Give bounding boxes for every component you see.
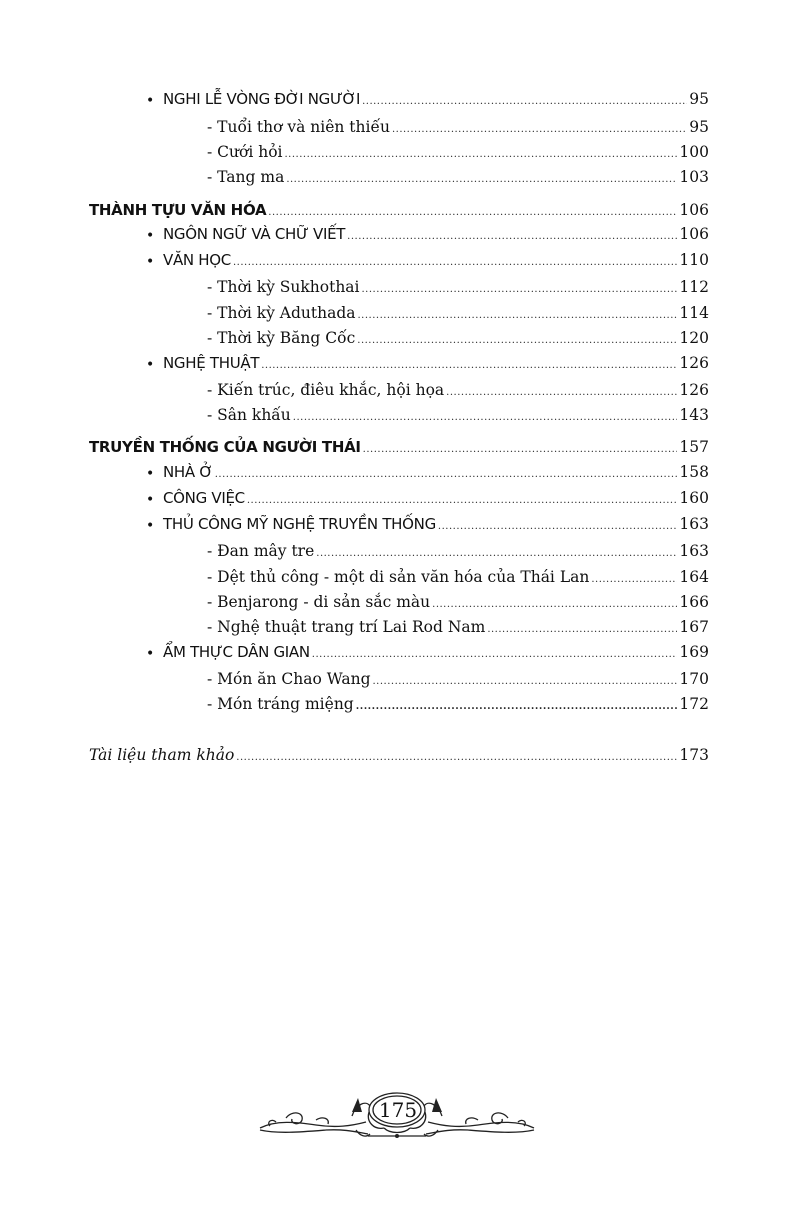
toc-entry[interactable] <box>163 488 709 510</box>
toc-entry-page: 95 <box>689 90 709 108</box>
bullet: • <box>146 357 155 373</box>
bullet: • <box>146 254 155 270</box>
bullet: • <box>146 492 155 508</box>
toc-entry-label: - Món ăn Chao Wang <box>207 670 371 688</box>
dot-leader <box>233 253 677 273</box>
toc-entry-label: NHÀ Ở <box>163 463 213 481</box>
toc-entry-label: - Sân khấu <box>207 406 291 424</box>
toc-entry-label: - Tang ma <box>207 168 285 186</box>
toc-entry-page: 114 <box>679 304 709 322</box>
toc-entry[interactable] <box>207 328 709 350</box>
bullet: • <box>146 518 155 534</box>
dot-leader <box>357 331 677 351</box>
toc-section[interactable] <box>89 200 709 222</box>
toc-entry-label: - Đan mây tre <box>207 542 315 560</box>
toc-entry-page: 158 <box>679 463 709 481</box>
toc-entry-label: - Thời kỳ Aduthada <box>207 304 356 322</box>
dot-leader <box>432 595 677 615</box>
toc-entry[interactable] <box>163 642 709 664</box>
dot-leader <box>392 120 687 140</box>
toc-entry-page: 163 <box>679 542 709 560</box>
toc-entry[interactable] <box>207 567 709 589</box>
dot-leader <box>362 280 678 300</box>
dot-leader <box>268 203 677 223</box>
toc-entry-label: - Kiến trúc, điêu khắc, hội họa <box>207 381 445 399</box>
toc-entry-page: 126 <box>679 354 709 372</box>
dot-leader <box>347 227 677 247</box>
dot-leader <box>293 408 678 428</box>
toc-references[interactable] <box>89 745 709 767</box>
dot-leader <box>286 170 677 190</box>
toc-entry-page: 167 <box>679 618 709 636</box>
dot-leader <box>446 383 677 403</box>
toc-entry-page: 100 <box>679 143 709 161</box>
dot-leader <box>247 491 678 511</box>
toc-entry[interactable] <box>207 117 709 139</box>
toc-entry-label: - Thời kỳ Băng Cốc <box>207 329 356 347</box>
toc-entry[interactable] <box>163 89 709 111</box>
toc-entry[interactable] <box>207 592 709 614</box>
toc-entry-page: 95 <box>689 118 709 136</box>
toc-entry[interactable] <box>207 142 709 164</box>
toc-entry-page: 169 <box>679 643 709 661</box>
toc-entry-label: - Thời kỳ Sukhothai <box>207 278 360 296</box>
toc-entry[interactable] <box>207 380 709 402</box>
toc-references-label: Tài liệu tham khảo <box>89 746 235 764</box>
dot-leader <box>363 440 678 460</box>
toc-entry-label: NGHỆ THUẬT <box>163 354 260 372</box>
toc-entry-label: VĂN HỌC <box>163 251 231 269</box>
dot-leader <box>285 145 678 165</box>
dot-leader <box>316 544 677 564</box>
toc-entry[interactable] <box>163 514 709 536</box>
toc-entry-page: 173 <box>679 746 709 764</box>
toc-entry-label: - Nghệ thuật trang trí Lai Rod Nam <box>207 618 486 636</box>
toc-section[interactable] <box>89 437 709 459</box>
toc-entry-page: 106 <box>679 201 709 219</box>
toc-entry[interactable] <box>163 462 709 484</box>
dot-leader <box>356 697 678 717</box>
dot-leader <box>215 465 678 485</box>
toc-entry-page: 166 <box>679 593 709 611</box>
dot-leader <box>487 620 677 640</box>
toc-entry-page: 110 <box>679 251 709 269</box>
toc-entry-page: 106 <box>679 225 709 243</box>
bullet: • <box>146 466 155 482</box>
bullet: • <box>146 93 155 109</box>
toc-entry-label: THỦ CÔNG MỸ NGHỆ TRUYỀN THỐNG <box>163 515 436 533</box>
toc-entry[interactable] <box>207 405 709 427</box>
toc-entry-page: 170 <box>679 670 709 688</box>
toc-entry[interactable] <box>207 541 709 563</box>
toc-section-label: TRUYỀN THỐNG CỦA NGƯỜI THÁI <box>89 438 361 456</box>
toc-entry-label: CÔNG VIỆC <box>163 489 245 507</box>
bullet: • <box>146 228 155 244</box>
toc-entry[interactable] <box>207 303 709 325</box>
dot-leader <box>373 672 678 692</box>
dot-leader <box>362 92 687 112</box>
toc-entry-label: - Benjarong - di sản sắc màu <box>207 593 431 611</box>
toc-entry-page: 120 <box>679 329 709 347</box>
toc-entry[interactable] <box>163 224 709 246</box>
bullet: • <box>146 646 155 662</box>
toc-entry-page: 112 <box>679 278 709 296</box>
toc-entry-page: 160 <box>679 489 709 507</box>
toc-section-label: THÀNH TỰU VĂN HÓA <box>89 201 267 219</box>
toc-entry[interactable] <box>207 167 709 189</box>
toc-entry-page: 103 <box>679 168 709 186</box>
toc-entry-label: ẨM THỰC DÂN GIAN <box>163 643 310 661</box>
dot-leader <box>438 517 677 537</box>
toc-entry-label: - Cưới hỏi <box>207 143 283 161</box>
toc-entry-label: NGHI LỄ VÒNG ĐỜI NGƯỜI <box>163 90 361 108</box>
toc-entry-label: NGÔN NGỮ VÀ CHỮ VIẾT <box>163 225 346 243</box>
toc-entry[interactable] <box>207 617 709 639</box>
dot-leader <box>236 748 677 768</box>
toc-entry[interactable] <box>207 669 709 691</box>
toc-entry-label: - Món tráng miệng <box>207 695 354 713</box>
dot-leader <box>312 645 678 665</box>
dot-leader <box>358 306 678 326</box>
toc-entry-label: - Tuổi thơ và niên thiếu <box>207 118 390 136</box>
toc-entry-page: 172 <box>679 695 709 713</box>
dot-leader <box>261 356 677 376</box>
toc-entry[interactable] <box>207 694 709 716</box>
toc-entry-page: 157 <box>679 438 709 456</box>
toc-entry-page: 163 <box>679 515 709 533</box>
toc-entry-label: - Dệt thủ công - một di sản văn hóa của Thái Lan <box>207 568 590 586</box>
toc-entry[interactable] <box>207 277 709 299</box>
dot-leader <box>591 570 677 590</box>
toc-entry[interactable] <box>163 250 709 272</box>
toc-entry-page: 164 <box>679 568 709 586</box>
toc-entry-page: 143 <box>679 406 709 424</box>
toc-entry-page: 126 <box>679 381 709 399</box>
page-number: 175 <box>378 1098 418 1122</box>
toc-entry[interactable] <box>163 353 709 375</box>
